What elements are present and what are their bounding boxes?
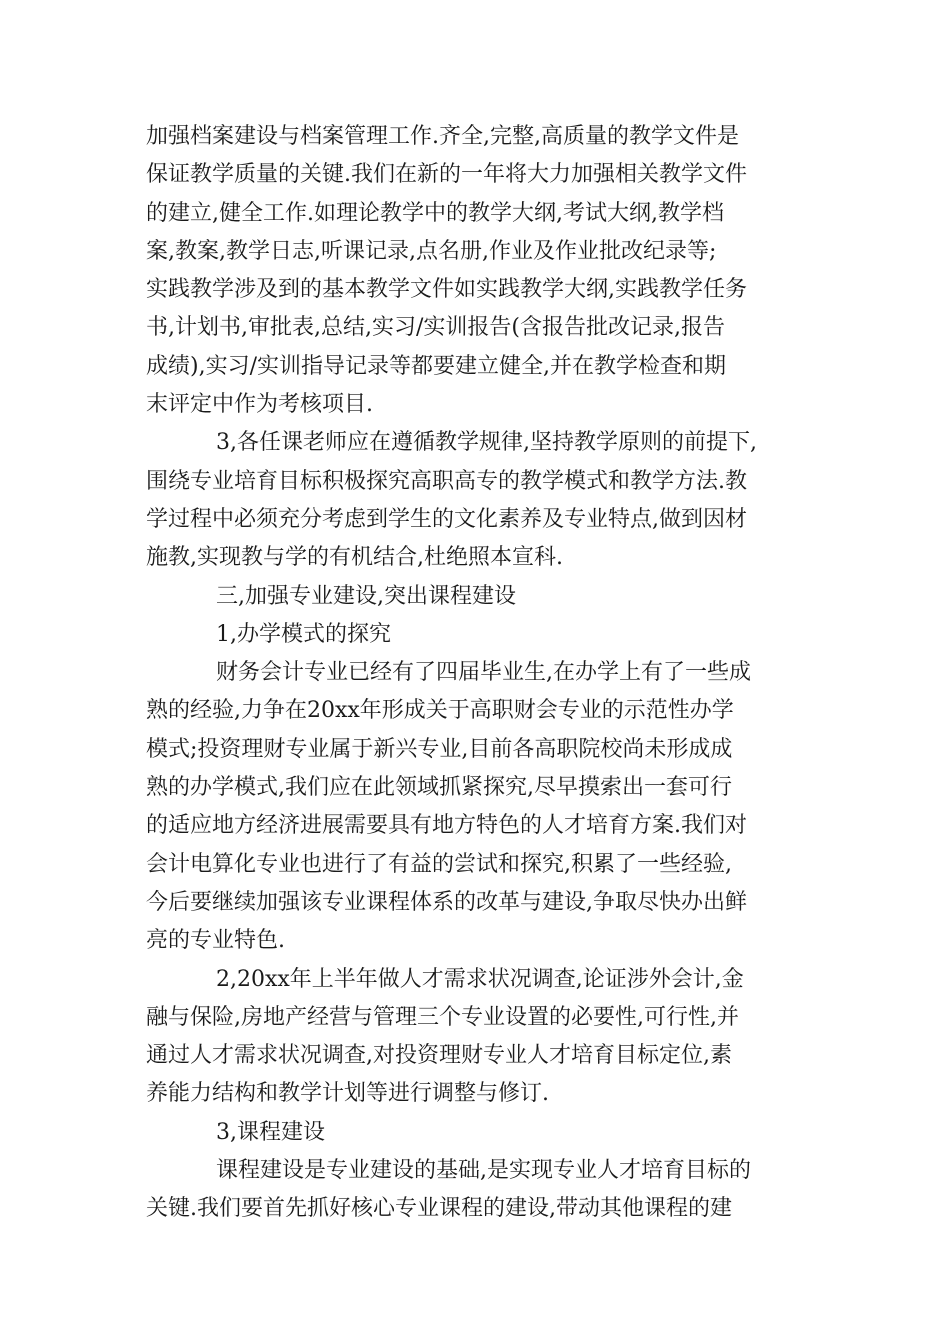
paragraph-start-line: 3,各任课老师应在遵循教学规律,坚持教学原则的前提下, bbox=[216, 430, 757, 456]
paragraph-start-line: 财务会计专业已经有了四届毕业生,在办学上有了一些成 bbox=[216, 660, 751, 686]
text-line: 熟的经验,力争在20xx年形成关于高职财会专业的示范性办学 bbox=[146, 698, 734, 724]
document-body bbox=[146, 118, 806, 1229]
section-heading: 三,加强专业建设,突出课程建设 bbox=[216, 583, 516, 609]
text-line: 的建立,健全工作.如理论教学中的教学大纲,考试大纲,教学档 bbox=[146, 200, 724, 226]
text-line: 模式;投资理财专业属于新兴专业,目前各高职院校尚未形成成 bbox=[146, 736, 733, 762]
text-line: 案,教案,教学日志,听课记录,点名册,作业及作业批改纪录等; bbox=[146, 238, 717, 264]
paragraph-start-line: 课程建设是专业建设的基础,是实现专业人才培育目标的 bbox=[216, 1158, 751, 1184]
subsection-heading: 1,办学模式的探究 bbox=[216, 621, 391, 647]
text-line: 会计电算化专业也进行了有益的尝试和探究,积累了一些经验, bbox=[146, 851, 732, 877]
text-line: 实践教学涉及到的基本教学文件如实践教学大纲,实践教学任务 bbox=[146, 277, 747, 303]
text-line: 施教,实现教与学的有机结合,杜绝照本宣科. bbox=[146, 545, 563, 571]
text-line: 养能力结构和教学计划等进行调整与修订. bbox=[146, 1081, 549, 1107]
text-line: 加强档案建设与档案管理工作.齐全,完整,高质量的教学文件是 bbox=[146, 124, 739, 149]
text-line: 亮的专业特色. bbox=[146, 928, 285, 954]
subsection-heading: 3,课程建设 bbox=[216, 1119, 325, 1145]
text-line: 保证教学质量的关键.我们在新的一年将大力加强相关教学文件 bbox=[146, 162, 747, 188]
text-line: 末评定中作为考核项目. bbox=[146, 392, 373, 418]
text-line: 书,计划书,审批表,总结,实习/实训报告(含报告批改记录,报告 bbox=[146, 315, 725, 341]
text-line: 今后要继续加强该专业课程体系的改革与建设,争取尽快办出鲜 bbox=[146, 889, 747, 915]
text-line: 围绕专业培育目标积极探究高职高专的教学模式和教学方法.教 bbox=[146, 468, 747, 494]
text-line: 通过人才需求状况调查,对投资理财专业人才培育目标定位,素 bbox=[146, 1043, 732, 1069]
paragraph-start-line: 2,20xx年上半年做人才需求状况调查,论证涉外会计,金 bbox=[216, 966, 744, 992]
text-line: 的适应地方经济进展需要具有地方特色的人才培育方案.我们对 bbox=[146, 813, 747, 839]
text-line: 融与保险,房地产经营与管理三个专业设置的必要性,可行性,并 bbox=[146, 1004, 739, 1030]
text-line: 关键.我们要首先抓好核心专业课程的建设,带动其他课程的建 bbox=[146, 1196, 732, 1222]
text-line: 熟的办学模式,我们应在此领域抓紧探究,尽早摸索出一套可行 bbox=[146, 775, 732, 801]
text-line: 成绩),实习/实训指导记录等都要建立健全,并在教学检查和期 bbox=[146, 353, 726, 379]
text-line: 学过程中必须充分考虑到学生的文化素养及专业特点,做到因材 bbox=[146, 506, 747, 532]
